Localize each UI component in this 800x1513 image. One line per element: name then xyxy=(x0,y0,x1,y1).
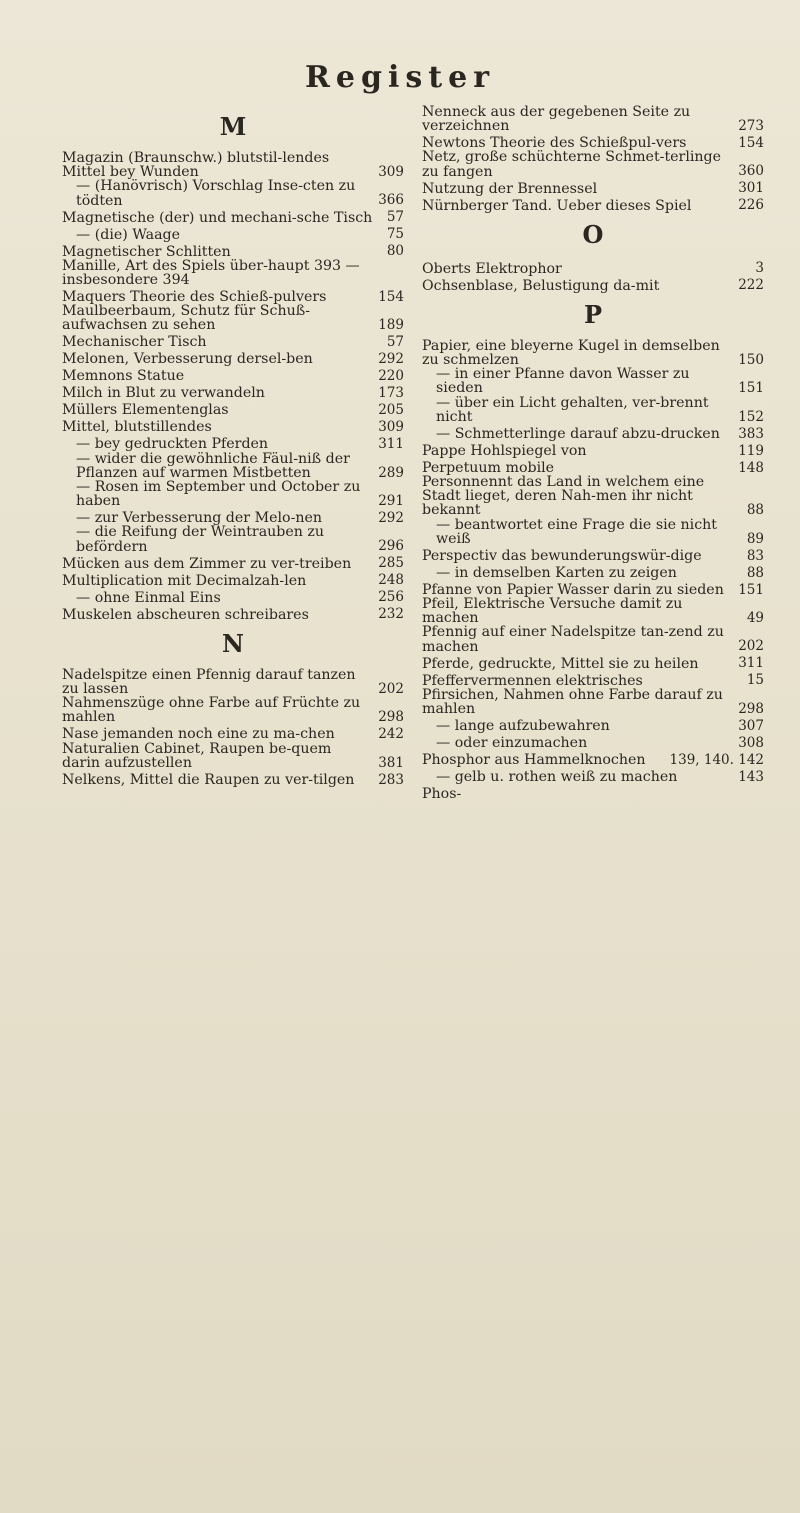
entry-text: — (Hanövrisch) Vorschlag Inse-cten zu tödten xyxy=(76,178,356,209)
entry-text: — gelb u. rothen weiß zu machen xyxy=(436,769,678,786)
section-letter: M xyxy=(219,112,247,141)
index-entry xyxy=(422,518,764,546)
entry-page-number: 119 xyxy=(738,442,764,459)
index-entry xyxy=(62,525,404,553)
entry-text: — wider die gewöhnliche Fäul-niß der Pflanzen auf warmen Mistbetten xyxy=(76,450,350,481)
index-entry xyxy=(62,742,404,770)
entry-page-number: 301 xyxy=(738,180,764,197)
entry-page-number: 311 xyxy=(378,436,404,453)
section-letter: O xyxy=(582,219,604,249)
index-entry xyxy=(422,424,764,441)
entry-page-number: 298 xyxy=(738,700,764,717)
entry-text: Pappe Hohlspiegel von xyxy=(422,442,587,459)
entry-page-number: 292 xyxy=(378,351,404,368)
entry-page-number: 3 xyxy=(755,260,764,277)
entry-page-number: 75 xyxy=(386,226,404,243)
entry-page-number: 80 xyxy=(386,243,404,260)
index-entry xyxy=(62,304,404,332)
index-entry xyxy=(62,588,404,605)
index-entry xyxy=(62,668,404,696)
entry-page-number: 83 xyxy=(746,547,764,564)
index-entry xyxy=(422,339,764,367)
entry-text: Nenneck aus der gegebenen Seite zu verzeichnen xyxy=(422,104,691,135)
index-entry xyxy=(62,179,404,207)
index-entry xyxy=(422,367,764,395)
entry-page-number: 88 xyxy=(746,564,764,581)
entry-page-number: 220 xyxy=(378,368,404,385)
entry-page-number: 154 xyxy=(378,288,404,305)
entry-page-number: 57 xyxy=(386,334,404,351)
entry-text: Pfanne von Papier Wasser darin zu sieden xyxy=(422,581,724,598)
entry-page-number: 292 xyxy=(378,509,404,526)
entry-text: Maquers Theorie des Schieß-pulvers xyxy=(62,289,327,306)
index-entry xyxy=(422,196,764,213)
index-entry xyxy=(422,458,764,475)
index-entry xyxy=(422,733,764,750)
entry-page-number: 143 xyxy=(738,768,764,785)
entry-page-number: 151 xyxy=(738,581,764,598)
entry-text: Mechanischer Tisch xyxy=(62,334,207,351)
entry-page-number: 283 xyxy=(378,771,404,788)
index-entry xyxy=(62,259,404,287)
entry-page-number: 154 xyxy=(738,134,764,151)
entry-text: Newtons Theorie des Schießpul-vers xyxy=(422,135,687,152)
index-entry xyxy=(62,333,404,350)
entry-text: Pfeil, Elektrische Versuche damit zu machen xyxy=(422,596,683,627)
entry-text: — über ein Licht gehalten, ver-brennt nicht xyxy=(436,394,709,425)
entry-text: Milch in Blut zu verwandeln xyxy=(62,385,265,402)
entry-page-number: 205 xyxy=(378,402,404,419)
entry-text: Nürnberger Tand. Ueber dieses Spiel xyxy=(422,197,692,214)
entry-page-number: 173 xyxy=(378,385,404,402)
entry-text: Nadelspitze einen Pfennig darauf tanzen zu lassen xyxy=(62,666,356,698)
entry-text: Nelkens, Mittel die Raupen zu ver-tilgen xyxy=(62,771,355,788)
index-entry xyxy=(422,276,764,293)
entry-text: — (die) Waage xyxy=(76,226,181,243)
index-entry xyxy=(422,654,764,671)
entry-page-number: 139, 140. 142 xyxy=(669,751,764,768)
entry-text: — Schmetterlinge darauf abzu-drucken xyxy=(436,425,720,442)
entry-page-number: 383 xyxy=(738,425,764,442)
entry-page-number: 88 xyxy=(746,502,764,519)
entry-page-number: 189 xyxy=(378,317,404,334)
index-entry xyxy=(422,767,764,784)
entry-page-number: 242 xyxy=(378,726,404,743)
entry-text: — bey gedruckten Pferden xyxy=(76,436,269,453)
entry-text: Perpetuum mobile xyxy=(422,459,555,476)
entry-text: — Rosen im September und October zu haben xyxy=(76,479,361,510)
index-entry xyxy=(62,554,404,571)
entry-text: Pfirsichen, Nahmen ohne Farbe darauf zu mahlen xyxy=(422,686,723,718)
entry-text: Nutzung der Brennessel xyxy=(422,180,598,197)
entry-page-number: 285 xyxy=(378,555,404,572)
entry-text: Netz, große schüchterne Schmet-terlinge zu fangen xyxy=(422,149,722,180)
index-entry xyxy=(62,418,404,435)
entry-page-number: 15 xyxy=(746,672,764,689)
entry-text: Müllers Elementenglas xyxy=(62,402,229,419)
entry-text: Pfeffervermennen elektrisches xyxy=(422,672,643,689)
index-entry xyxy=(62,480,404,508)
index-entry xyxy=(62,605,404,622)
entry-page-number: 308 xyxy=(738,734,764,751)
entry-text: Phos- xyxy=(422,786,462,803)
index-entry xyxy=(62,384,404,401)
entry-text: Mittel, blutstillendes xyxy=(62,419,212,436)
index-entry xyxy=(62,367,404,384)
entry-text: — oder einzumachen xyxy=(436,735,588,752)
index-entry xyxy=(62,350,404,367)
left-column xyxy=(62,105,404,787)
index-entry xyxy=(422,784,764,801)
entry-text: Multiplication mit Decimalzah-len xyxy=(62,572,307,589)
entry-text: — die Reifung der Weintrauben zu befördern xyxy=(76,524,325,555)
entry-text: Nahmenszüge ohne Farbe auf Früchte zu mahlen xyxy=(62,695,361,726)
entry-text: Manille, Art des Spiels über-haupt 393 — insbesondere 394 xyxy=(62,257,360,289)
index-entry xyxy=(422,546,764,563)
entry-text: Personnennt das Land in welchem eine Stadt lieget, deren Nah-men ihr nicht bekannt xyxy=(422,474,705,519)
entry-page-number: 360 xyxy=(738,163,764,180)
entry-page-number: 289 xyxy=(378,464,404,481)
entry-page-number: 89 xyxy=(746,530,764,547)
entry-page-number: 307 xyxy=(738,717,764,734)
entry-text: Nase jemanden noch eine zu ma-chen xyxy=(62,726,335,743)
entry-text: Memnons Statue xyxy=(62,368,185,385)
index-entry xyxy=(62,208,404,225)
entry-text: Perspectiv das bewunderungswür-dige xyxy=(422,547,702,564)
entry-page-number: 148 xyxy=(738,459,764,476)
entry-text: — zur Verbesserung der Melo-nen xyxy=(76,510,323,527)
index-entry xyxy=(422,625,764,653)
index-entry xyxy=(62,242,404,259)
index-entry xyxy=(62,770,404,787)
index-entry xyxy=(422,105,764,133)
index-entry xyxy=(422,150,764,178)
entry-page-number: 152 xyxy=(738,408,764,425)
entry-page-number: 309 xyxy=(378,163,404,180)
index-entry xyxy=(422,475,764,518)
entry-text: Magnetischer Schlitten xyxy=(62,243,231,260)
index-entry xyxy=(62,696,404,724)
entry-text: Phosphor aus Hammelknochen xyxy=(422,752,646,769)
right-column xyxy=(422,105,764,801)
entry-page-number: 150 xyxy=(738,351,764,368)
entry-text: Papier, eine bleyerne Kugel in demselben zu schmelzen xyxy=(422,337,720,369)
entry-text: Naturalien Cabinet, Raupen be-quem darin aufzustellen xyxy=(62,740,332,771)
index-entry xyxy=(422,396,764,424)
index-entry xyxy=(62,571,404,588)
index-entry xyxy=(422,259,764,276)
entry-text: Muskelen abscheuren schreibares xyxy=(62,606,309,623)
section-letter: P xyxy=(583,299,603,329)
entry-text: — ohne Einmal Eins xyxy=(76,589,221,606)
index-entry xyxy=(422,179,764,196)
index-entry xyxy=(422,671,764,688)
entry-page-number: 366 xyxy=(378,192,404,209)
entry-page-number: 222 xyxy=(738,277,764,294)
entry-page-number: 248 xyxy=(378,572,404,589)
entry-page-number: 232 xyxy=(378,606,404,623)
entry-text: — lange aufzubewahren xyxy=(436,718,610,735)
index-entry xyxy=(62,435,404,452)
entry-page-number: 298 xyxy=(378,709,404,726)
entry-page-number: 296 xyxy=(378,538,404,555)
index-entry xyxy=(422,716,764,733)
entry-page-number: 311 xyxy=(738,655,764,672)
entry-page-number: 151 xyxy=(738,380,764,397)
index-entry xyxy=(422,441,764,458)
index-entry xyxy=(62,287,404,304)
index-entry xyxy=(62,151,404,179)
entry-page-number: 273 xyxy=(738,117,764,134)
index-entry xyxy=(422,563,764,580)
entry-text: — beantwortet eine Frage die sie nicht weiß xyxy=(436,516,718,547)
section-letter: N xyxy=(222,628,244,658)
index-entry xyxy=(422,750,764,767)
index-entry xyxy=(62,725,404,742)
entry-page-number: 202 xyxy=(378,680,404,697)
index-entry xyxy=(422,133,764,150)
index-entry xyxy=(422,688,764,716)
entry-page-number: 291 xyxy=(378,492,404,509)
entry-text: Maulbeerbaum, Schutz für Schuß-aufwachsen zu sehen xyxy=(62,303,310,334)
index-entry xyxy=(62,401,404,418)
entry-text: — in demselben Karten zu zeigen xyxy=(436,564,677,581)
entry-text: Melonen, Verbesserung dersel-ben xyxy=(62,351,313,368)
entry-page-number: 57 xyxy=(386,209,404,226)
entry-text: Oberts Elektrophor xyxy=(422,260,562,277)
index-entry xyxy=(422,597,764,625)
entry-text: Pfennig auf einer Nadelspitze tan-zend zu machen xyxy=(422,624,724,655)
entry-page-number: 309 xyxy=(378,419,404,436)
entry-text: Ochsenblase, Belustigung da-mit xyxy=(422,277,660,294)
entry-page-number: 202 xyxy=(738,638,764,655)
index-entry xyxy=(422,580,764,597)
entry-page-number: 256 xyxy=(378,589,404,606)
entry-text: Magnetische (der) und mechani-sche Tisch xyxy=(62,209,373,226)
entry-text: Pferde, gedruckte, Mittel sie zu heilen xyxy=(422,655,699,672)
entry-text: Mücken aus dem Zimmer zu ver-treiben xyxy=(62,555,352,572)
entry-page-number: 226 xyxy=(738,197,764,214)
entry-page-number: 381 xyxy=(378,754,404,771)
index-entry xyxy=(62,452,404,480)
index-entry xyxy=(62,508,404,525)
page-header: Register xyxy=(304,60,496,95)
entry-text: — in einer Pfanne davon Wasser zu sieden xyxy=(436,366,690,397)
entry-page-number: 49 xyxy=(746,609,764,626)
entry-text: Magazin (Braunschw.) blutstil-lendes Mittel bey Wunden xyxy=(62,150,330,181)
index-entry xyxy=(62,225,404,242)
